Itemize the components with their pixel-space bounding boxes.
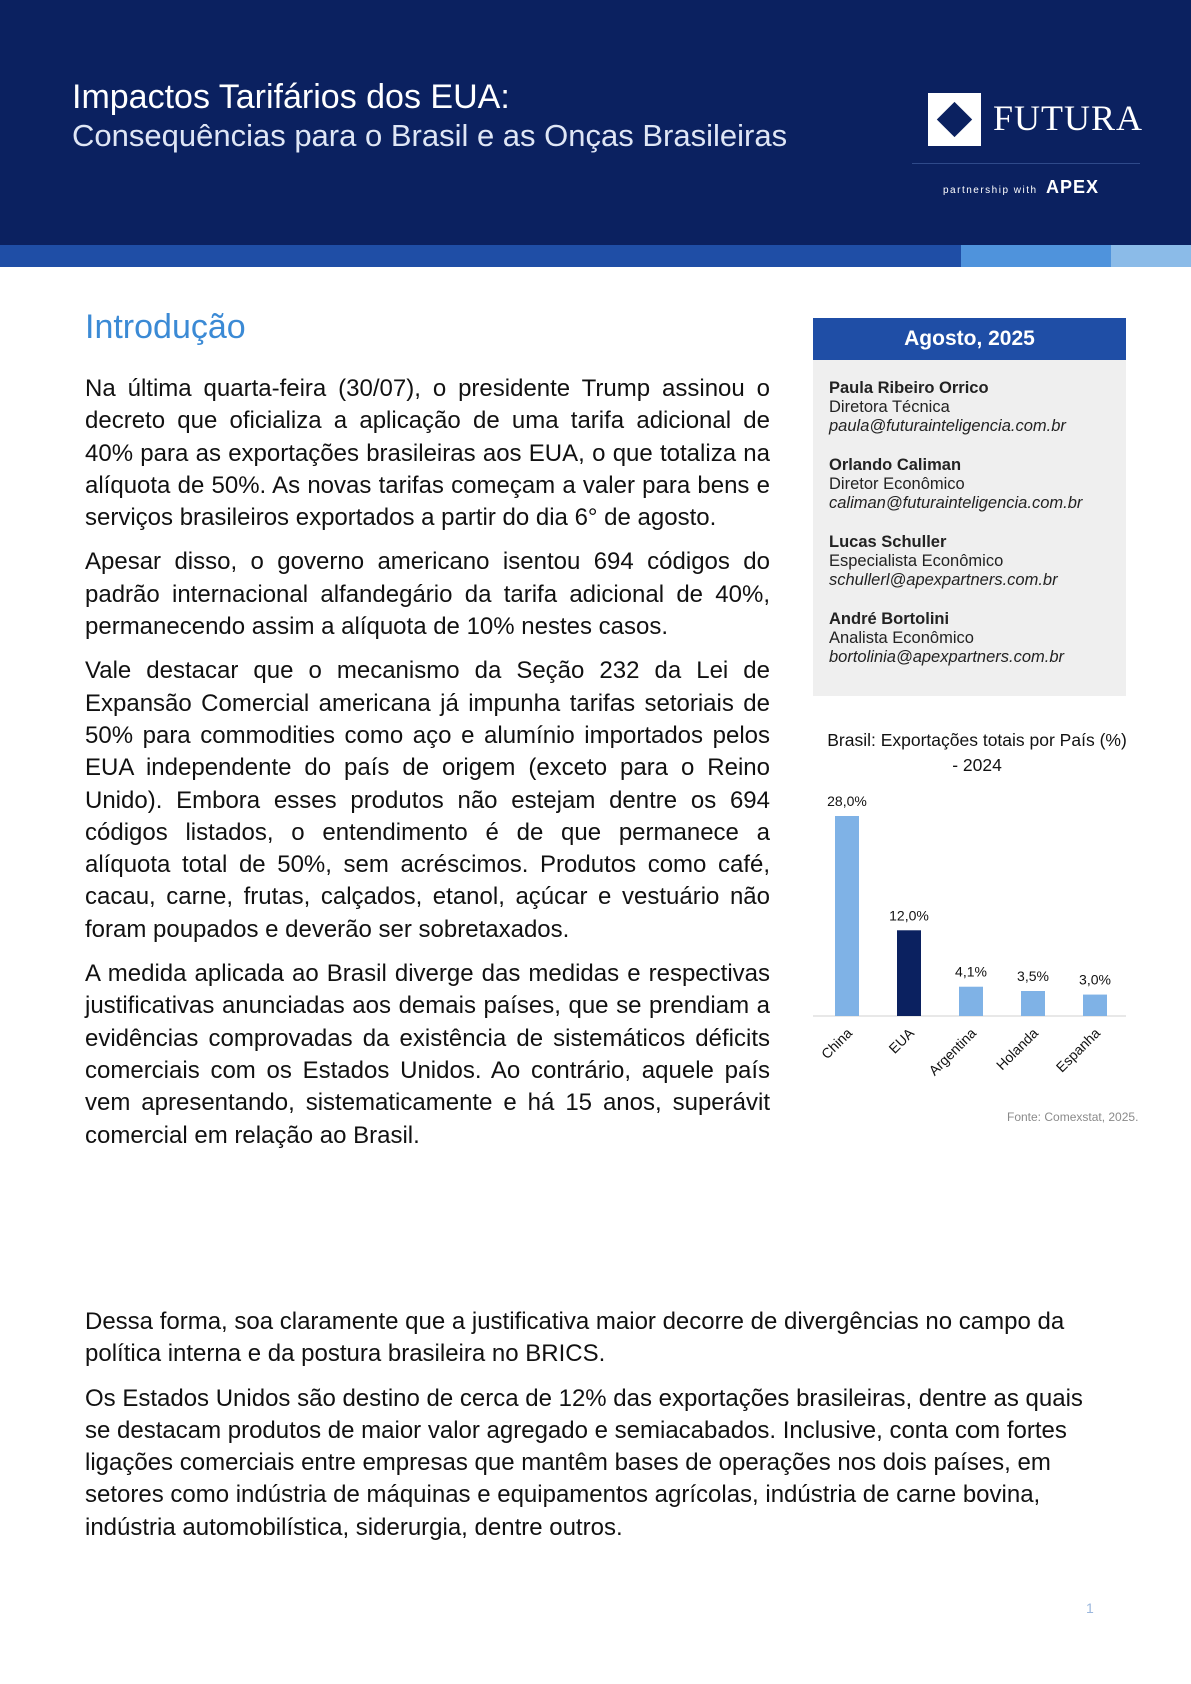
header-stripe-mid (961, 245, 1111, 267)
author-name: André Bortolini (829, 610, 950, 628)
author-card (829, 456, 1082, 513)
author-email[interactable]: paula@futurainteligencia.com.br (829, 417, 1066, 435)
author-role: Diretor Econômico (829, 475, 965, 493)
author-email[interactable]: caliman@futurainteligencia.com.br (829, 494, 1083, 512)
data-label: 28,0% (827, 793, 867, 809)
paragraph: Dessa forma, soa claramente que a justificativa maior decorre de divergências no campo da política interna e da postura brasileira no BRICS. (85, 1308, 1065, 1368)
category-tick-label: China (817, 1024, 856, 1062)
chart-title: Brasil: Exportações totais por País (%) - 2024 (827, 730, 1127, 775)
data-label: 4,1% (955, 963, 987, 980)
report-header (0, 0, 1191, 245)
header-stripe-light (1111, 245, 1191, 267)
apex-brand: APEX (1046, 177, 1100, 197)
category-tick-label: EUA (885, 1024, 918, 1057)
paragraph: Na última quarta-feira (30/07), o presidente Trump assinou o decreto que oficializa a aplicação de uma tarifa adicional de 40% para as exportações brasileiras aos EUA, o que totaliza na alíquota de 50%. As novas tarifas começam a valer para bens e serviços brasileiros exportados a partir do dia 6° de agosto. (85, 375, 770, 532)
author-card (829, 610, 1064, 667)
paragraph: A medida aplicada ao Brasil diverge das medidas e respectivas justificativas anunciadas aos demais países, que se prendiam a evidências comprovadas da existência de sistemáticos déficits comerciais com os Estados Unidos. Ao contrário, aquele país vem apresentando, sistematicamente e há 15 anos, superávit comercial em relação ao Brasil. (85, 960, 770, 1149)
author-role: Especialista Econômico (829, 552, 1004, 570)
author-role: Diretora Técnica (829, 398, 950, 416)
author-role: Analista Econômico (829, 629, 974, 647)
author-email[interactable]: bortolinia@apexpartners.com.br (829, 648, 1065, 666)
partnership-line (943, 177, 1099, 198)
author-email[interactable]: schullerl@apexpartners.com.br (829, 571, 1058, 589)
category-tick-label: Espanha (1052, 1024, 1104, 1076)
full-width-text (85, 1306, 1110, 1556)
authors-panel (813, 360, 1126, 696)
author-card (829, 379, 1066, 436)
report-title: Impactos Tarifários dos EUA: (72, 78, 510, 116)
header-stripe-dark (0, 245, 961, 267)
bar-china (835, 816, 859, 1016)
report-subtitle: Consequências para o Brasil e as Onças Brasileiras (72, 118, 788, 153)
data-label: 3,0% (1079, 971, 1111, 988)
author-name: Lucas Schuller (829, 533, 947, 551)
page-number: 1 (1086, 1600, 1094, 1616)
paragraph: Vale destacar que o mecanismo da Seção 232 da Lei de Expansão Comercial americana já impunha tarifas setoriais de 50% para commodities como aço e alumínio importados pelos EUA independente do país de origem (exceto para o Reino Unido). Embora esses produtos não estejam dentre os 694 códigos listados, o entendimento é de que permanece a alíquota total de 50%, sem acréscimos. Produtos como café, cacau, carne, frutas, calçados, etanol, açúcar e vestuário não foram poupados e deverão ser sobretaxados. (85, 657, 770, 943)
bar-holanda (1021, 991, 1045, 1016)
paragraph: Apesar disso, o governo americano isentou 694 códigos do padrão internacional alfandegário da tarifa adicional de 40%, permanecendo assim a alíquota de 10% nestes casos. (85, 548, 770, 641)
logo-divider (912, 163, 1140, 164)
category-tick-label: Argentina (925, 1024, 980, 1079)
bar-espanha (1083, 995, 1107, 1016)
author-name: Orlando Caliman (829, 456, 962, 474)
data-label: 12,0% (889, 907, 929, 924)
main-column (85, 373, 770, 1164)
author-name: Paula Ribeiro Orrico (829, 379, 989, 397)
chart-source: Fonte: Comexstat, 2025. (1007, 1110, 1139, 1124)
partnership-label: partnership with (943, 185, 1038, 196)
date-badge: Agosto, 2025 (813, 318, 1126, 360)
bar-eua (897, 930, 921, 1016)
section-title: Introdução (85, 308, 246, 346)
paragraph: Os Estados Unidos são destino de cerca de 12% das exportações brasileiras, dentre as quais se destacam produtos de maior valor agregado e semiacabados. Inclusive, conta com fortes ligações comerciais entre empresas que mantêm bases de operações nos dois países, em setores como indústria de máquinas e equipamentos agrícolas, indústria de carne bovina, indústria automobilística, siderurgia, dentre outros. (85, 1384, 1083, 1541)
category-tick-label: Holanda (992, 1024, 1042, 1074)
logo-text: FUTURA (993, 98, 1144, 138)
data-label: 3,5% (1017, 968, 1049, 984)
author-card (829, 533, 1058, 590)
bar-argentina (959, 987, 983, 1016)
export-bar-chart (813, 780, 1133, 1110)
